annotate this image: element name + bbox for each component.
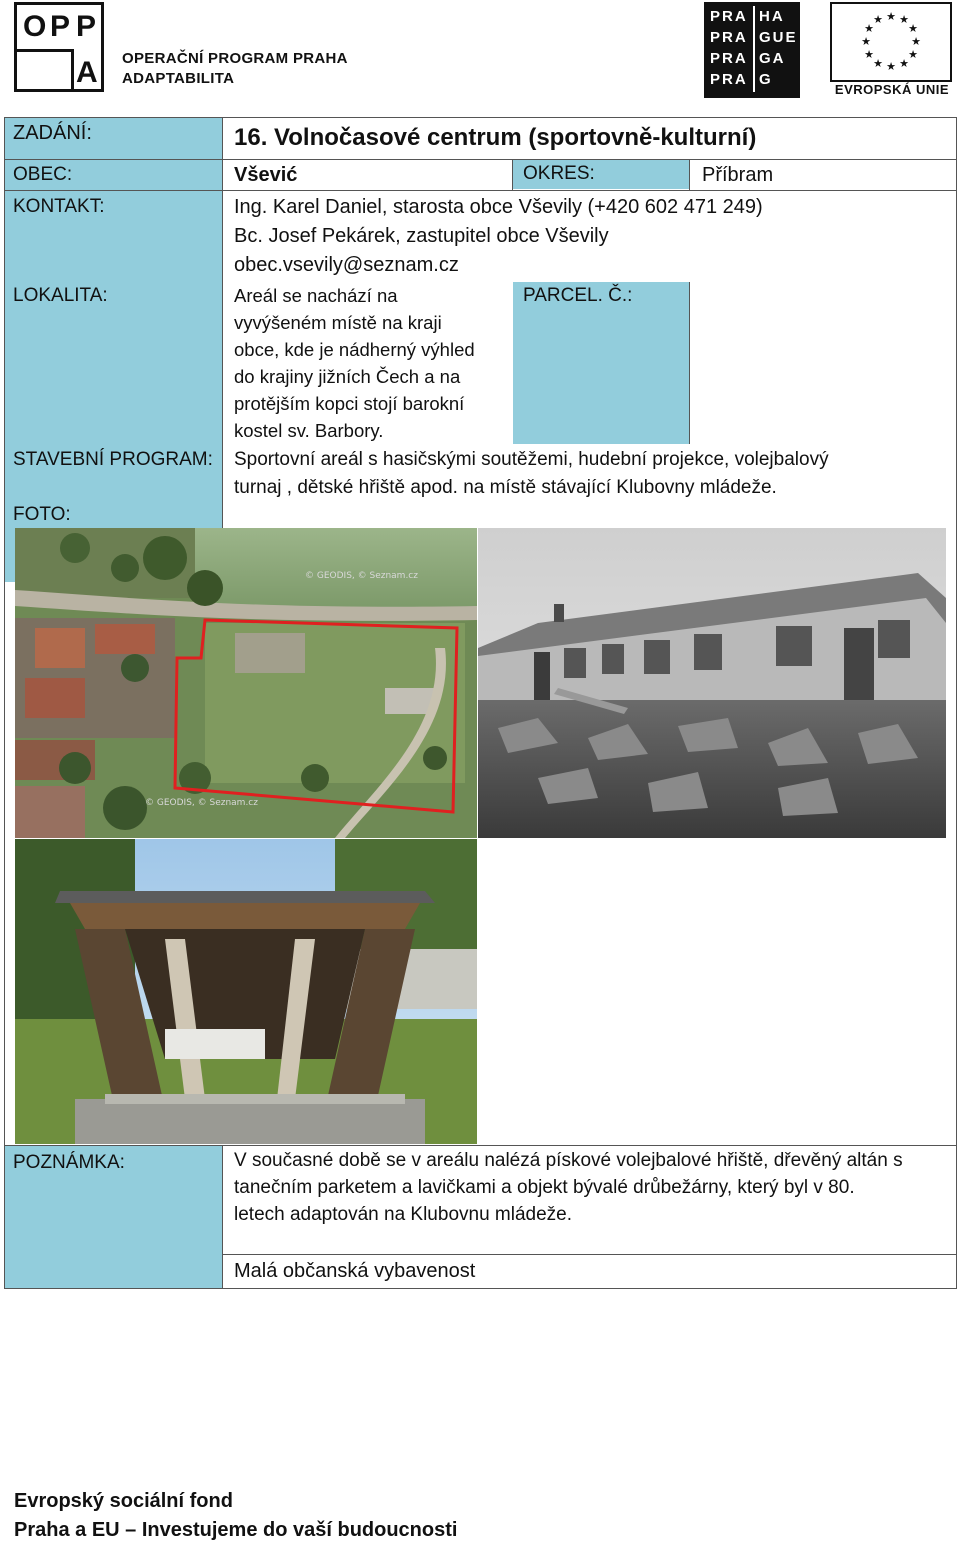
- lokalita-line: obce, kde je nádherný výhled: [234, 339, 475, 360]
- praha-left-4: PRA: [710, 71, 748, 88]
- kontakt-line: Bc. Josef Pekárek, zastupitel obce Vševily: [234, 225, 609, 247]
- oppa-letter-o: O: [23, 10, 47, 43]
- svg-text:★: ★: [886, 10, 896, 23]
- row-divider: [222, 1254, 956, 1255]
- eu-label: EVROPSKÁ UNIE: [834, 82, 950, 97]
- foto-label: FOTO:: [13, 504, 71, 525]
- gazebo-photo-image: [15, 839, 477, 1144]
- praha-left-2: PRA: [710, 29, 748, 46]
- svg-text:★: ★: [873, 13, 883, 26]
- aerial-watermark: © GEODIS, © Seznam.cz: [305, 571, 418, 581]
- svg-text:★: ★: [908, 48, 918, 61]
- oppa-logo: [14, 2, 110, 98]
- praha-logo: [704, 2, 800, 98]
- building-photo-image: [478, 528, 946, 838]
- column-divider: [689, 282, 690, 444]
- oppa-logo-divider: [14, 49, 74, 52]
- kontakt-label: KONTAKT:: [13, 196, 105, 217]
- praha-left-1: PRA: [710, 8, 748, 25]
- okres-label: OKRES:: [513, 160, 689, 189]
- column-divider: [512, 159, 513, 190]
- praha-right-3: GA: [759, 50, 786, 67]
- svg-text:★: ★: [873, 57, 883, 70]
- lokalita-line: vyvýšeném místě na kraji: [234, 312, 442, 333]
- oppa-logo-divider-v: [71, 49, 74, 92]
- poznamka-line: letech adaptován na Klubovnu mládeže.: [234, 1204, 573, 1225]
- praha-right-2: GUE: [759, 29, 798, 46]
- building-photo: [478, 528, 946, 838]
- eu-stars-icon: [832, 4, 950, 80]
- zadani-value: 16. Volnočasové centrum (sportovně-kulturní): [234, 124, 757, 151]
- parcel-label: PARCEL. Č.:: [513, 282, 689, 444]
- eu-flag: [830, 2, 952, 82]
- column-divider: [222, 118, 223, 582]
- poznamka-label: POZNÁMKA:: [13, 1152, 125, 1173]
- lokalita-line: protějším kopci stojí barokní: [234, 393, 465, 414]
- svg-text:★: ★: [899, 57, 909, 70]
- poznamka-line: tanečním parketem a lavičkami a objekt bývalé drůbežárny, který byl v 80.: [234, 1177, 855, 1198]
- aerial-photo: [15, 528, 477, 838]
- svg-text:★: ★: [861, 35, 871, 48]
- lokalita-value: [222, 282, 512, 442]
- svg-text:★: ★: [864, 48, 874, 61]
- praha-left-3: PRA: [710, 50, 748, 67]
- row-divider: [5, 190, 956, 191]
- poznamka-value: [222, 1147, 956, 1251]
- praha-logo-left: [710, 6, 748, 90]
- oppa-letter-p2: P: [76, 10, 97, 43]
- oppa-name-line1: OPERAČNÍ PROGRAM PRAHA: [122, 50, 348, 67]
- oppa-letter-p1: P: [50, 10, 71, 43]
- program-value: [222, 446, 956, 500]
- oppa-name-line2: ADAPTABILITA: [122, 70, 235, 87]
- svg-text:★: ★: [864, 22, 874, 35]
- footer-line2: Praha a EU – Investujeme do vaší budoucnosti: [14, 1519, 458, 1541]
- gazebo-photo: [15, 839, 477, 1144]
- obec-label: OBEC:: [13, 164, 73, 185]
- footer-line1: Evropský sociální fond: [14, 1490, 233, 1512]
- vybavenost-value: Malá občanská vybavenost: [234, 1260, 476, 1282]
- lokalita-line: do krajiny jižních Čech a na: [234, 366, 461, 387]
- zadani-label: ZADÁNÍ:: [13, 122, 92, 144]
- praha-logo-separator: [753, 6, 755, 92]
- svg-text:★: ★: [911, 35, 921, 48]
- oppa-letter-a: A: [76, 56, 98, 89]
- kontakt-value: [222, 193, 956, 279]
- praha-logo-right: [759, 6, 798, 90]
- svg-text:★: ★: [908, 22, 918, 35]
- praha-right-4: G: [759, 71, 773, 88]
- column-divider: [689, 159, 690, 190]
- lokalita-line: Areál se nachází na: [234, 285, 398, 306]
- eu-logo: [830, 2, 952, 98]
- aerial-photo-image: [15, 528, 477, 838]
- column-divider: [222, 1145, 223, 1288]
- program-line: Sportovní areál s hasičskými soutěžemi, hudební projekce, volejbalový: [234, 449, 829, 470]
- kontakt-email[interactable]: obec.vsevily@seznam.cz: [234, 254, 459, 276]
- page-header: [0, 0, 960, 110]
- okres-value: Příbram: [702, 164, 774, 186]
- lokalita-line: kostel sv. Barbory.: [234, 420, 384, 441]
- program-line: turnaj , dětské hřiště apod. na místě stávající Klubovny mládeže.: [234, 477, 777, 498]
- praha-right-1: HA: [759, 8, 785, 25]
- row-divider: [5, 1145, 956, 1146]
- program-label: STAVEBNÍ PROGRAM:: [13, 449, 213, 470]
- svg-text:★: ★: [899, 13, 909, 26]
- obec-value: Všević: [234, 164, 298, 186]
- svg-text:★: ★: [886, 60, 896, 73]
- row-divider: [5, 159, 956, 160]
- aerial-watermark: © GEODIS, © Seznam.cz: [145, 798, 258, 808]
- lokalita-label: LOKALITA:: [13, 285, 108, 306]
- kontakt-line: Ing. Karel Daniel, starosta obce Vševily (+420 602 471 249): [234, 196, 763, 218]
- poznamka-line: V současné době se v areálu nalézá pískové volejbalové hřiště, dřevěný altán s: [234, 1150, 903, 1171]
